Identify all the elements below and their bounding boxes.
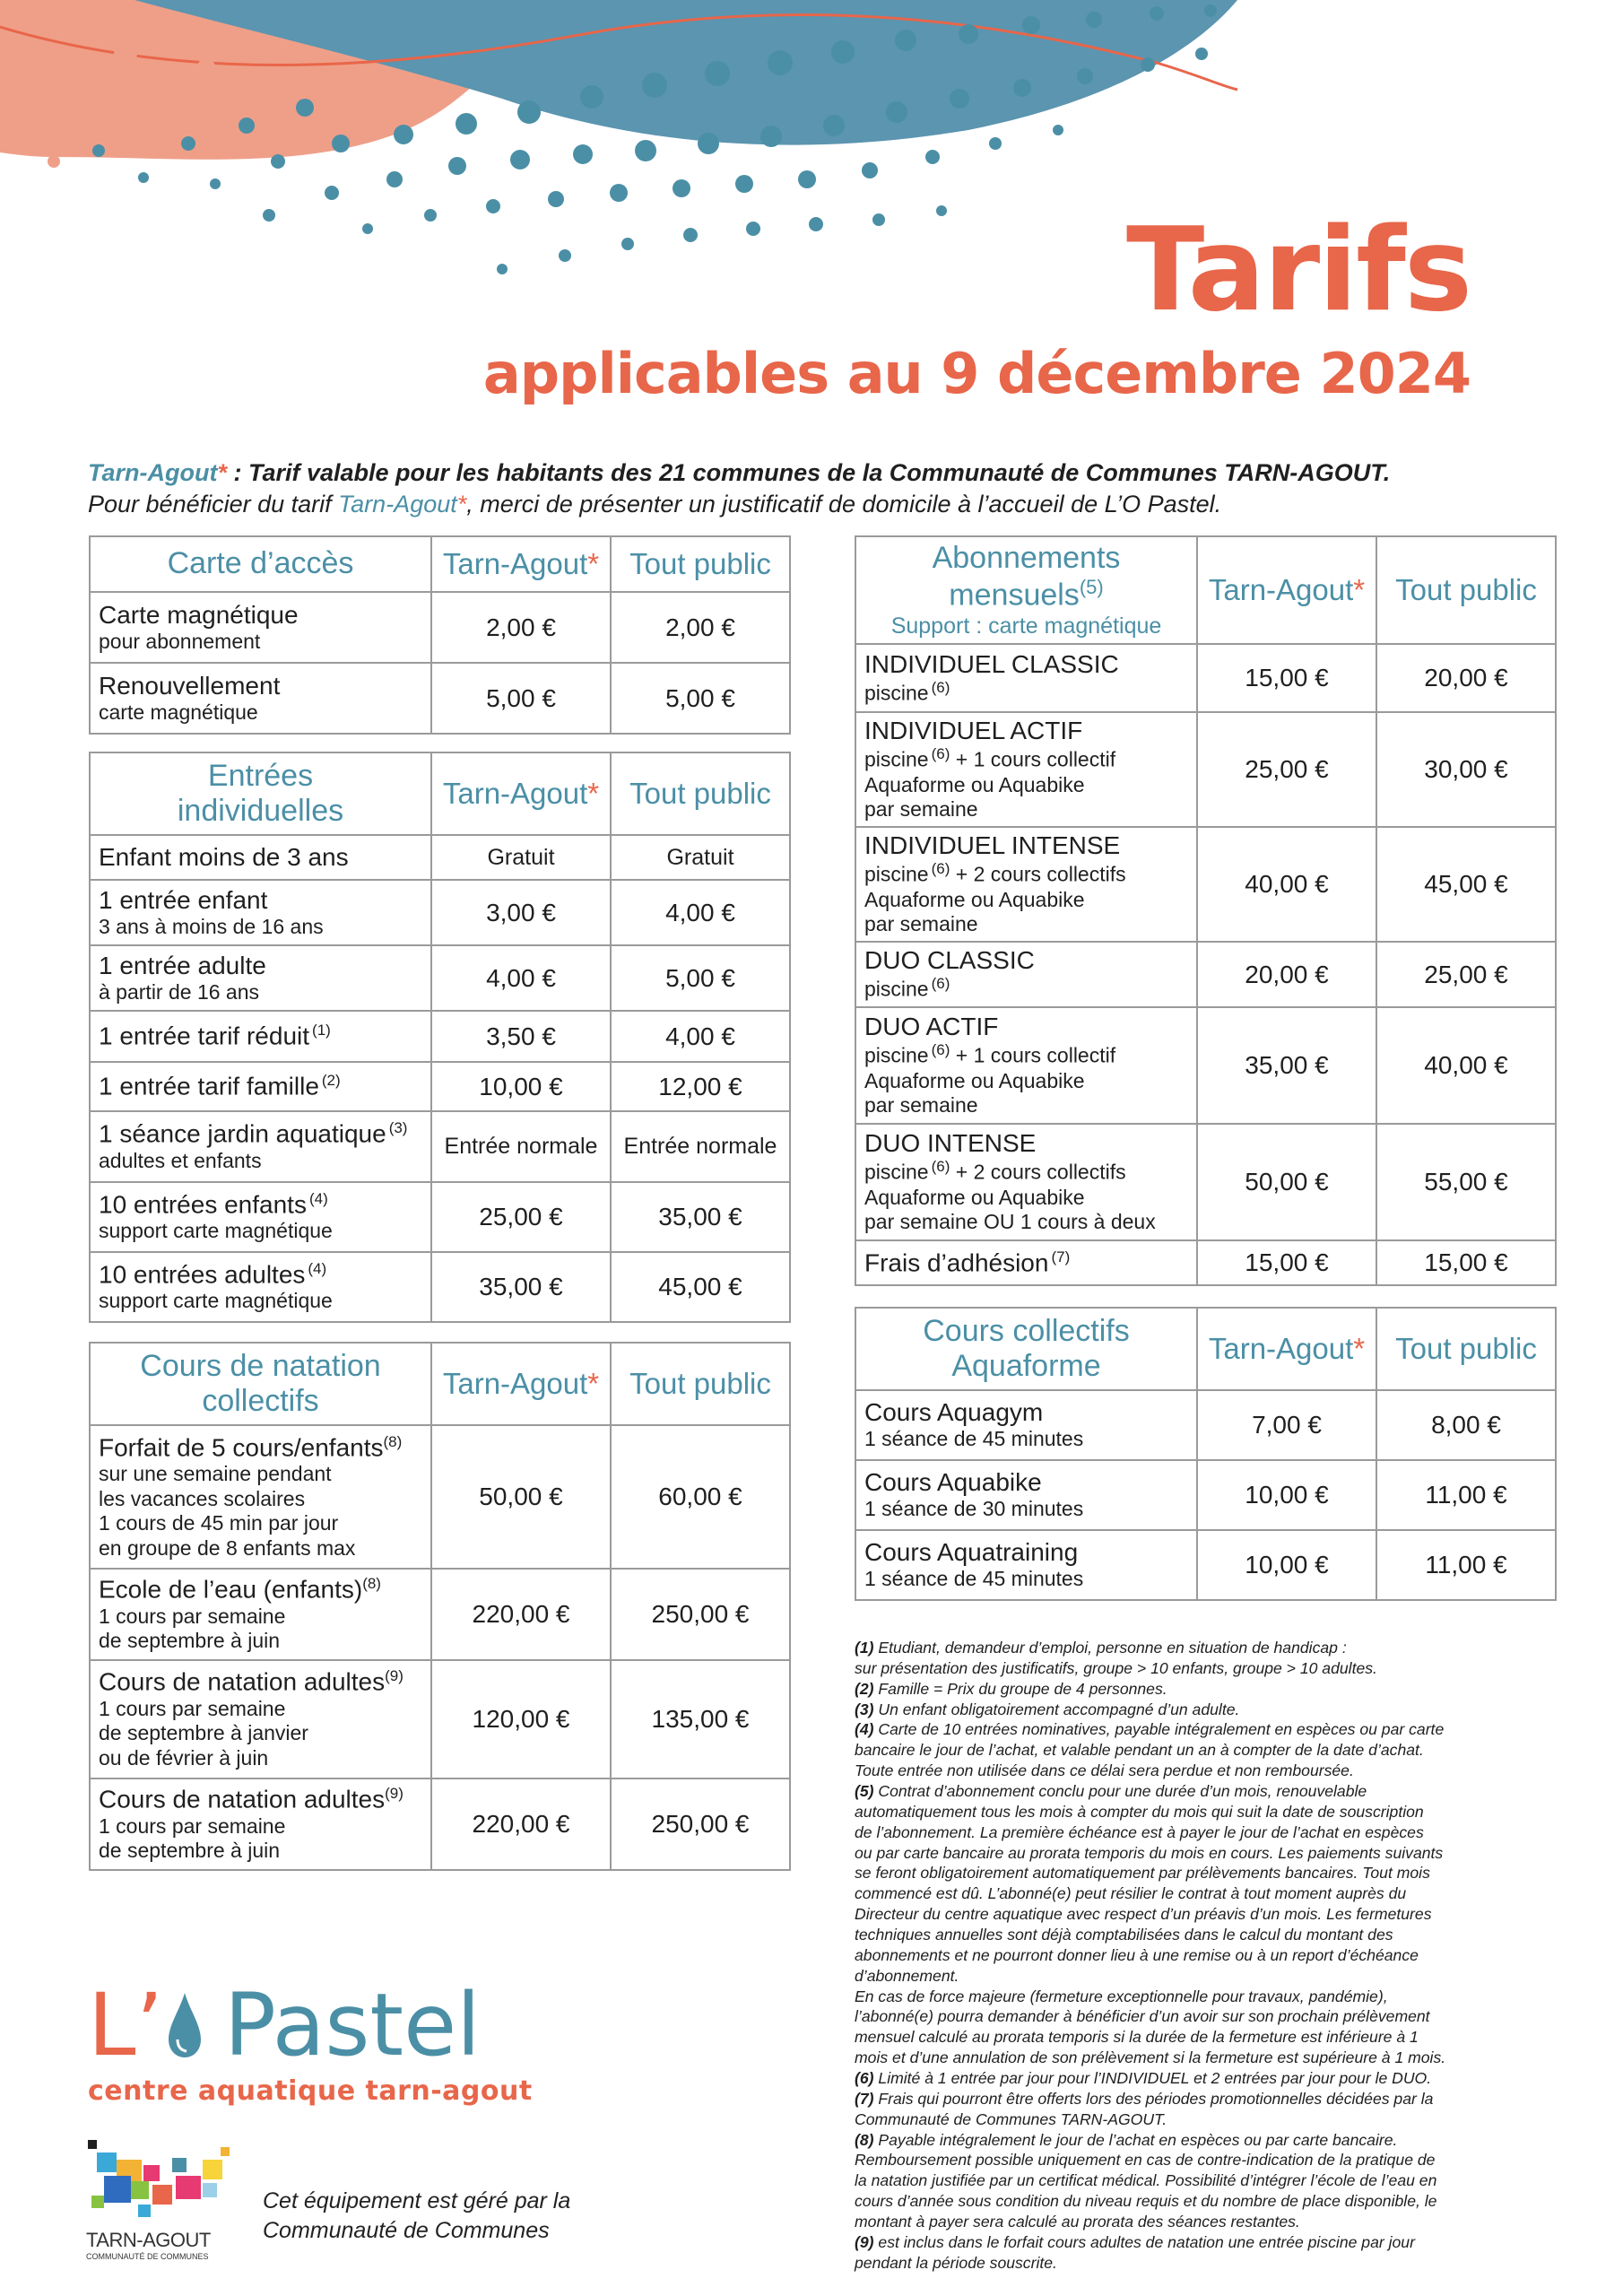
price-tout-public: 2,00 € bbox=[611, 592, 790, 663]
row-label: 1 entrée tarif famille $^{(2)}$ bbox=[90, 1062, 431, 1111]
footnote-text: En cas de force majeure (fermeture exceptionnelle pour travaux, pandémie), bbox=[855, 1987, 1388, 2005]
footnote-number: (1) bbox=[855, 1639, 874, 1657]
footnote-line bbox=[855, 1781, 1554, 1802]
intro-text bbox=[88, 457, 1558, 519]
price-tarn-agout: 10,00 € bbox=[1197, 1460, 1376, 1530]
tarn-agout-label: Tarn-Agout bbox=[88, 459, 218, 486]
footnote-text: l’abonné(e) pourra demander à bénéficier d’un avoir sur son prochain prélèvement bbox=[855, 2007, 1430, 2026]
footnote-text: est inclus dans le forfait cours adultes de natation une entrée piscine par jour bbox=[878, 2232, 1415, 2251]
tarn-agout-subtitle: COMMUNAUTÉ DE COMMUNES bbox=[86, 2252, 209, 2261]
price-tout-public: 15,00 € bbox=[1376, 1240, 1556, 1285]
footnote-line bbox=[855, 2006, 1554, 2027]
row-label: 1 séance jardin aquatique $^{(3)}$ adultes et enfants bbox=[90, 1111, 431, 1182]
footnote-number: (8) bbox=[855, 2130, 874, 2149]
footnote-number: (4) bbox=[855, 1720, 874, 1739]
footnote-text: Contrat d’abonnement conclu pour une durée d’un mois, renouvelable bbox=[878, 1782, 1367, 1801]
table-title: Cours collectifs Aquaforme bbox=[855, 1308, 1197, 1390]
row-label: INDIVIDUEL INTENSE piscine $^{(6)}$ + 2 cours collectifs Aquaforme ou Aquabike par semaine bbox=[855, 827, 1197, 942]
table-title: Entrées individuelles bbox=[90, 752, 431, 835]
footnote-text: mensuel calculé au prorata temporis si la durée de la fermeture est inférieure à 1 bbox=[855, 2028, 1419, 2047]
price-tout-public: 12,00 € bbox=[611, 1062, 790, 1111]
footnote-line bbox=[855, 1658, 1554, 1679]
intro-line-1 bbox=[88, 457, 1558, 489]
table-cours-aquaforme bbox=[855, 1307, 1557, 1601]
price-tout-public: 35,00 € bbox=[611, 1182, 790, 1252]
intro-line-2-b: , merci de présenter un justificatif de domicile à l’accueil de L’O Pastel. bbox=[466, 490, 1222, 517]
footnote-text: de l’abonnement. La première échéance est à payer le jour de l’achat en espèces bbox=[855, 1822, 1424, 1841]
footnote-text: Etudiant, demandeur d’emploi, personne en situation de handicap : bbox=[878, 1639, 1347, 1657]
footnote-line bbox=[855, 2130, 1554, 2151]
price-tarn-agout: 10,00 € bbox=[1197, 1530, 1376, 1600]
managed-line-2: Communauté de Communes bbox=[263, 2217, 550, 2243]
logo-name: Pastel bbox=[224, 1975, 481, 2075]
footnote-line bbox=[855, 1945, 1554, 1966]
price-tarn-agout: 7,00 € bbox=[1197, 1390, 1376, 1460]
footnote-line bbox=[855, 2068, 1554, 2089]
row-label: Cours de natation adultes$^{(9)}$ 1 cours par semaine de septembre à janvier ou de février à juin bbox=[90, 1660, 431, 1779]
price-tarn-agout: 25,00 € bbox=[431, 1182, 611, 1252]
row-label: 1 entrée enfant 3 ans à moins de 16 ans bbox=[90, 880, 431, 945]
price-tarn-agout: 4,00 € bbox=[431, 945, 611, 1011]
price-tout-public: 5,00 € bbox=[611, 663, 790, 734]
footnote-line bbox=[855, 1883, 1554, 1904]
footnote-line bbox=[855, 2109, 1554, 2130]
footnote-text: cours d’année sous condition du niveau requis et du nombre de place disponible, le bbox=[855, 2192, 1437, 2211]
footnote-text: commencé est dû. L’abonné(e) peut résilier le contrat à tout moment auprès du bbox=[855, 1884, 1407, 1903]
col-header-tout-public: Tout public bbox=[611, 1343, 790, 1425]
footnote-text: automatiquement tous les mois à compter du mois qui suit la date de souscription bbox=[855, 1802, 1424, 1821]
price-tarn-agout: 25,00 € bbox=[1197, 712, 1376, 827]
price-tout-public: 8,00 € bbox=[1376, 1390, 1556, 1460]
asterisk: * bbox=[456, 490, 467, 517]
footnote-line bbox=[855, 1966, 1554, 1987]
footnote-line bbox=[855, 1700, 1554, 1720]
price-tarn-agout: Gratuit bbox=[431, 835, 611, 880]
price-tout-public: Gratuit bbox=[611, 835, 790, 880]
footnote-number: (7) bbox=[855, 2089, 874, 2108]
footnote-text: abonnements et ne pourront donner lieu à une remise ou à un report d’échéance bbox=[855, 1945, 1419, 1964]
footnote-line bbox=[855, 1638, 1554, 1658]
footnote-text: Un enfant obligatoirement accompagné d’un adulte. bbox=[878, 1700, 1240, 1718]
logo-tagline: centre aquatique tarn-agout bbox=[88, 2075, 533, 2107]
col-header-tarn-agout: Tarn-Agout* bbox=[431, 536, 611, 592]
footnote-line bbox=[855, 2048, 1554, 2068]
price-tarn-agout: 2,00 € bbox=[431, 592, 611, 663]
price-tout-public: 45,00 € bbox=[611, 1252, 790, 1322]
price-tout-public: 25,00 € bbox=[1376, 942, 1556, 1007]
footnote-text: se feront obligatoirement automatiquement par prélèvements bancaires. Tout mois bbox=[855, 1864, 1430, 1883]
price-tout-public: 135,00 € bbox=[611, 1660, 790, 1779]
row-label: Cours de natation adultes$^{(9)}$ 1 cours par semaine de septembre à juin bbox=[90, 1779, 431, 1870]
table-title: Carte d’accès bbox=[90, 536, 431, 592]
footnote-line bbox=[855, 2170, 1554, 2191]
footnote-line bbox=[855, 1740, 1554, 1761]
footnote-line bbox=[855, 1761, 1554, 1781]
footnote-text: techniques annuelles sont déjà comptabilisées dans le calcul du montant des bbox=[855, 1926, 1393, 1944]
price-tout-public: 60,00 € bbox=[611, 1425, 790, 1569]
price-tout-public: 4,00 € bbox=[611, 1011, 790, 1062]
row-label: Renouvellement carte magnétique bbox=[90, 663, 431, 734]
footnote-text: Frais qui pourront être offerts lors des périodes promotionnelles décidées par la bbox=[878, 2089, 1434, 2108]
footnote-line bbox=[855, 1802, 1554, 1822]
footnote-number: (6) bbox=[855, 2069, 874, 2088]
footnote-line bbox=[855, 1679, 1554, 1700]
price-tarn-agout: 50,00 € bbox=[1197, 1124, 1376, 1240]
price-tout-public: 55,00 € bbox=[1376, 1124, 1556, 1240]
table-title: Cours de natation collectifs bbox=[90, 1343, 431, 1425]
price-tout-public: 20,00 € bbox=[1376, 644, 1556, 712]
row-label: Ecole de l’eau (enfants)$^{(8)}$ 1 cours par semaine de septembre à juin bbox=[90, 1569, 431, 1660]
logo-wordmark bbox=[88, 1975, 533, 2075]
footnote-line bbox=[855, 2150, 1554, 2170]
col-header-tout-public: Tout public bbox=[611, 752, 790, 835]
water-drop-icon bbox=[167, 1991, 203, 2059]
row-label: INDIVIDUEL ACTIF piscine $^{(6)}$ + 1 cours collectif Aquaforme ou Aquabike par semaine bbox=[855, 712, 1197, 827]
price-tarn-agout: 35,00 € bbox=[1197, 1007, 1376, 1124]
footnote-number: (3) bbox=[855, 1700, 874, 1718]
footnote-text: Payable intégralement le jour de l’achat en espèces ou par carte bancaire. bbox=[878, 2130, 1398, 2149]
table-carte-acces bbox=[89, 535, 791, 735]
price-tout-public: 11,00 € bbox=[1376, 1460, 1556, 1530]
row-label: 10 entrées adultes $^{(4)}$ support carte magnétique bbox=[90, 1252, 431, 1322]
footnote-line bbox=[855, 1863, 1554, 1883]
price-tarn-agout: Entrée normale bbox=[431, 1111, 611, 1182]
row-label: 1 entrée adulte à partir de 16 ans bbox=[90, 945, 431, 1011]
price-tarn-agout: 3,50 € bbox=[431, 1011, 611, 1062]
col-header-tout-public: Tout public bbox=[1376, 1308, 1556, 1390]
page-title: Tarifs bbox=[1125, 204, 1471, 337]
price-tarn-agout: 10,00 € bbox=[431, 1062, 611, 1111]
tarn-agout-mosaic-icon bbox=[86, 2140, 230, 2222]
row-label: 1 entrée tarif réduit $^{(1)}$ bbox=[90, 1011, 431, 1062]
intro-line-2 bbox=[88, 489, 1558, 520]
row-label: 10 entrées enfants $^{(4)}$ support carte magnétique bbox=[90, 1182, 431, 1252]
footnote-line bbox=[855, 2191, 1554, 2212]
price-tarn-agout: 120,00 € bbox=[431, 1660, 611, 1779]
price-tout-public: 30,00 € bbox=[1376, 712, 1556, 827]
footnote-text: Remboursement possible uniquement en cas de contre-indication de la pratique de bbox=[855, 2151, 1436, 2170]
price-tarn-agout: 3,00 € bbox=[431, 880, 611, 945]
price-tout-public: 40,00 € bbox=[1376, 1007, 1556, 1124]
price-tout-public: 250,00 € bbox=[611, 1569, 790, 1660]
footnote-text: ou par carte bancaire au prorata temporis du mois en cours. Les paiements suivants bbox=[855, 1843, 1444, 1862]
footnote-number: (2) bbox=[855, 1679, 874, 1698]
footnote-text: montant à payer sera calculé au prorata des séances restantes. bbox=[855, 2213, 1300, 2231]
footnote-line bbox=[855, 2027, 1554, 2048]
intro-line-2-a: Pour bénéficier du tarif bbox=[88, 490, 339, 517]
col-header-tout-public: Tout public bbox=[1376, 536, 1556, 644]
price-tout-public: 5,00 € bbox=[611, 945, 790, 1011]
price-tout-public: 4,00 € bbox=[611, 880, 790, 945]
tarn-agout-label: Tarn-Agout bbox=[338, 490, 457, 517]
col-header-tarn-agout: Tarn-Agout* bbox=[431, 1343, 611, 1425]
footnote-line bbox=[855, 2232, 1554, 2253]
footnote-text: la natation justifiée par un certificat médical. Possibilité d’intégrer l’école de l’eau en bbox=[855, 2171, 1437, 2190]
price-tout-public: 45,00 € bbox=[1376, 827, 1556, 942]
price-tarn-agout: 40,00 € bbox=[1197, 827, 1376, 942]
price-tarn-agout: 220,00 € bbox=[431, 1779, 611, 1870]
footnote-line bbox=[855, 1822, 1554, 1843]
table-cours-natation bbox=[89, 1342, 791, 1871]
price-tarn-agout: 5,00 € bbox=[431, 663, 611, 734]
logo-l: L’ bbox=[88, 1975, 163, 2075]
lo-pastel-logo bbox=[88, 1975, 533, 2107]
row-label: Cours Aquatraining 1 séance de 45 minutes bbox=[855, 1530, 1197, 1600]
price-tout-public: Entrée normale bbox=[611, 1111, 790, 1182]
row-label: Frais d’adhésion $^{(7)}$ bbox=[855, 1240, 1197, 1285]
footnote-line bbox=[855, 2253, 1554, 2274]
tarn-agout-name: TARN-AGOUT bbox=[86, 2229, 211, 2251]
price-tarn-agout: 15,00 € bbox=[1197, 1240, 1376, 1285]
footnote-text: d’abonnement. bbox=[855, 1966, 959, 1985]
managed-line-1: Cet équipement est géré par la bbox=[263, 2188, 571, 2213]
row-label: DUO CLASSIC piscine $^{(6)}$ bbox=[855, 942, 1197, 1007]
table-entrees-individuelles bbox=[89, 752, 791, 1323]
price-tarn-agout: 50,00 € bbox=[431, 1425, 611, 1569]
footnote-text: Limité à 1 entrée par jour pour l’INDIVIDUEL et 2 entrées par jour pour le DUO. bbox=[878, 2069, 1432, 2088]
footnote-text: pendant la période souscrite. bbox=[855, 2253, 1057, 2272]
row-label: INDIVIDUEL CLASSIC piscine $^{(6)}$ bbox=[855, 644, 1197, 712]
footnote-line bbox=[855, 1987, 1554, 2007]
footnote-text: mois et d’une annulation de son prélèvement si la fermeture est supérieure à 1 mois. bbox=[855, 2048, 1446, 2067]
col-header-tarn-agout: Tarn-Agout* bbox=[1197, 1308, 1376, 1390]
support-text: Support : carte magnétique bbox=[890, 613, 1162, 639]
price-tout-public: 11,00 € bbox=[1376, 1530, 1556, 1600]
footnote-number: (9) bbox=[855, 2232, 874, 2251]
price-tarn-agout: 20,00 € bbox=[1197, 942, 1376, 1007]
price-tarn-agout: 15,00 € bbox=[1197, 644, 1376, 712]
col-header-tarn-agout: Tarn-Agout* bbox=[431, 752, 611, 835]
table-title: Abonnements mensuels$^{(5)}$ Support : carte magnétique bbox=[855, 536, 1197, 644]
footnote-line bbox=[855, 1925, 1554, 1945]
footnote-line bbox=[855, 2212, 1554, 2232]
asterisk: * bbox=[217, 459, 227, 486]
price-tarn-agout: 220,00 € bbox=[431, 1569, 611, 1660]
page-subtitle: applicables au 9 décembre 2024 bbox=[482, 341, 1471, 406]
footnote-line bbox=[855, 1719, 1554, 1740]
row-label: Forfait de 5 cours/enfants$^{(8)}$ sur une semaine pendant les vacances scolaires 1 cours de 45 min par jour en groupe de 8 enfants max bbox=[90, 1425, 431, 1569]
col-header-tarn-agout: Tarn-Agout* bbox=[1197, 536, 1376, 644]
price-tarn-agout: 35,00 € bbox=[431, 1252, 611, 1322]
row-label: Cours Aquagym 1 séance de 45 minutes bbox=[855, 1390, 1197, 1460]
col-header-tout-public: Tout public bbox=[611, 536, 790, 592]
footnote-text: Carte de 10 entrées nominatives, payable intégralement en espèces ou par carte bbox=[878, 1720, 1445, 1739]
footnote-text: bancaire le jour de l’achat, et valable pendant un an à compter de la date d’achat. bbox=[855, 1741, 1424, 1760]
row-label: DUO ACTIF piscine $^{(6)}$ + 1 cours collectif Aquaforme ou Aquabike par semaine bbox=[855, 1007, 1197, 1124]
footnote-text: Famille = Prix du groupe de 4 personnes. bbox=[878, 1679, 1167, 1698]
footnote-text: Directeur du centre aquatique avec respect d’un préavis d’un mois. Les fermetures bbox=[855, 1905, 1432, 1924]
footnote-text: Toute entrée non utilisée dans ce délai sera perdue et non remboursée. bbox=[855, 1761, 1354, 1780]
intro-line-1-text: : Tarif valable pour les habitants des 21 communes de la Communauté de Communes TARN-AGOUT. bbox=[226, 459, 1391, 486]
footnote-number: (5) bbox=[855, 1782, 874, 1801]
row-label: Carte magnétique pour abonnement bbox=[90, 592, 431, 663]
managed-by-text bbox=[263, 2187, 570, 2245]
table-abonnements-mensuels bbox=[855, 535, 1557, 1286]
footnote-line bbox=[855, 1904, 1554, 1925]
row-label: Cours Aquabike 1 séance de 30 minutes bbox=[855, 1460, 1197, 1530]
footnote-line bbox=[855, 2089, 1554, 2109]
footnote-line bbox=[855, 1843, 1554, 1864]
footnote-text: sur présentation des justificatifs, groupe > 10 enfants, groupe > 10 adultes. bbox=[855, 1658, 1377, 1677]
footnotes bbox=[855, 1638, 1554, 2274]
row-label: DUO INTENSE piscine $^{(6)}$ + 2 cours collectifs Aquaforme ou Aquabike par semaine OU 1 cours à deux bbox=[855, 1124, 1197, 1240]
price-tout-public: 250,00 € bbox=[611, 1779, 790, 1870]
tarn-agout-logo bbox=[86, 2140, 230, 2261]
row-label: Enfant moins de 3 ans bbox=[90, 835, 431, 880]
footnote-text: Communauté de Communes TARN-AGOUT. bbox=[855, 2109, 1167, 2128]
